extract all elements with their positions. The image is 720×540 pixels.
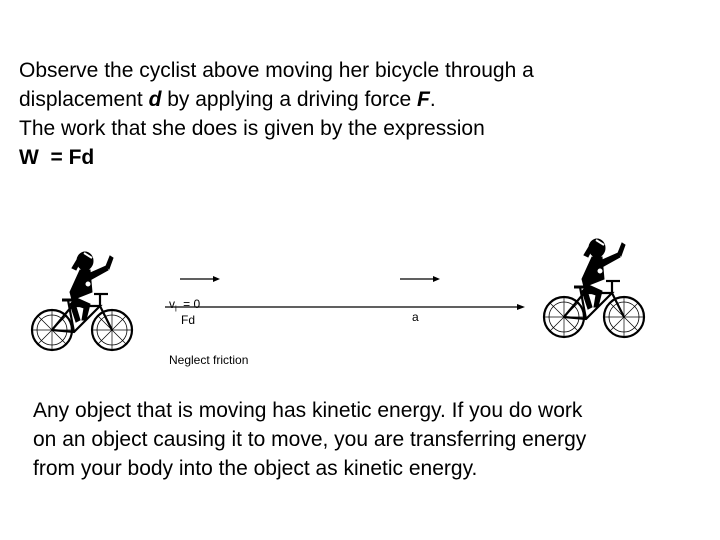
velocity-value: = 0 — [183, 297, 201, 311]
intro-line-1: Observe the cyclist above moving her bicycle through a — [19, 59, 534, 82]
friction-note: Neglect friction — [169, 353, 249, 367]
velocity-symbol: v — [169, 297, 175, 311]
force-arrow — [180, 274, 220, 284]
intro-paragraph — [19, 56, 699, 172]
intro-line-2-post: . — [429, 88, 436, 111]
fd-label: Fd — [181, 313, 196, 327]
footer-line-2: on an object causing it to move, you are transferring energy — [33, 428, 587, 451]
acceleration-label: a — [412, 310, 419, 324]
cyclist-left-icon — [28, 248, 138, 360]
displacement-symbol: d — [148, 88, 162, 111]
cyclist-right-icon — [540, 235, 650, 347]
intro-line-2-mid: by applying a driving force — [161, 88, 418, 111]
displacement-arrow — [165, 302, 525, 312]
intro-line-3: The work that she does is given by the expression — [19, 117, 485, 140]
footer-line-1: Any object that is moving has kinetic energy. If you do work — [33, 399, 583, 422]
intro-line-2 — [19, 85, 699, 114]
velocity-subscript: i — [175, 304, 177, 314]
work-formula: W = Fd — [19, 146, 95, 169]
footer-line-3: from your body into the object as kinetic energy. — [33, 457, 478, 480]
force-symbol: F — [417, 88, 430, 111]
intro-line-2-pre: displacement — [19, 88, 149, 111]
acceleration-arrow — [400, 274, 440, 284]
kinetic-energy-paragraph — [33, 396, 693, 483]
